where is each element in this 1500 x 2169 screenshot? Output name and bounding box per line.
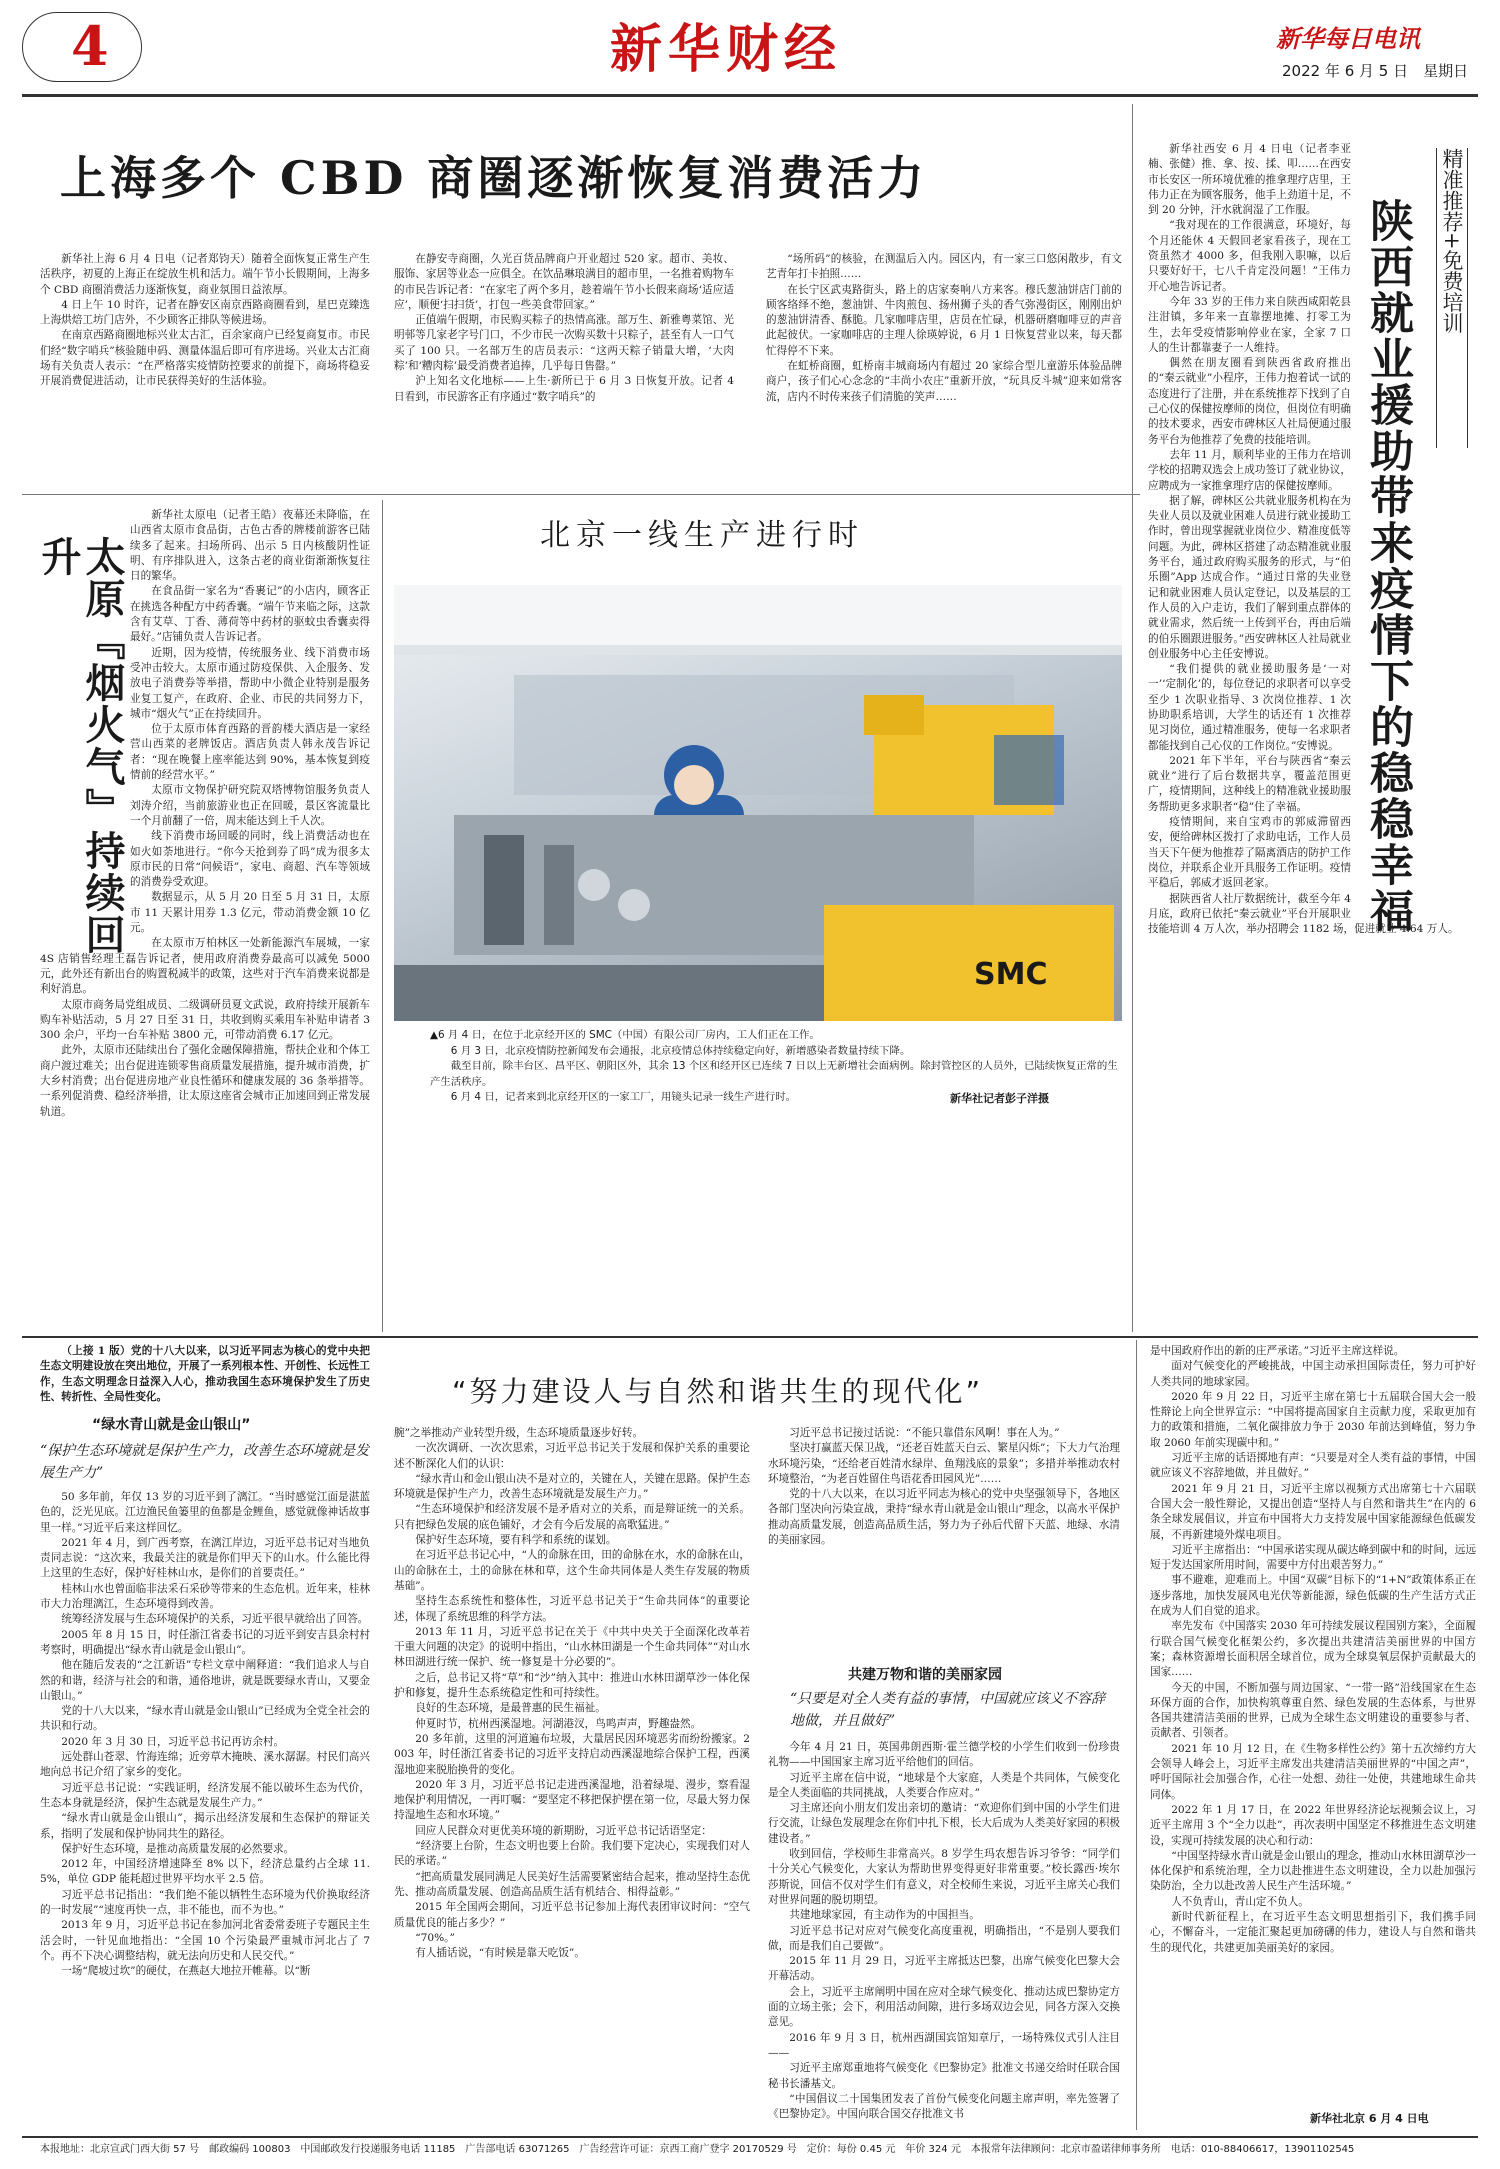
headline-shanghai: 上海多个 CBD 商圈逐渐恢复消费活力 <box>60 151 928 205</box>
article-ecology-col1: 50 多年前，年仅 13 岁的习近平到了漓江。“当时感觉江面是湛蓝色的，泛光见底。江边渔民鱼篓里的鱼都是金鲤鱼，感觉就像神话故事里一样。”习近平后来这样回忆。 2021 年 4 月，到广西考察，在漓江岸边，习近平总书记对当地负责同志说：“这次来，我最关注的就是你们甲天下的山水。什么能比得上这里的生态好，保护好桂林山水，是你们的首要责任。” 桂林山水也曾面临非法采石采砂等带来的生态危机。近年来，桂林市大力治理漓江，生态环境得到改善。 统筹经济发展与生态环境保护的关系，习近平很早就给出了回答。 2005 年 8 月 15 日，时任浙江省委书记的习近平到安吉县余村村考察时，明确提出“绿水青山就是金山银山”。 他在随后发表的“之江新语”专栏文章中阐释道：“我们追求人与自然的和谐，经济与社会的和谐，通俗地讲，就是既要绿水青山，又要金山银山。” 党的十八大以来，“绿水青山就是金山银山”已经成为全党全社会的共识和行动。 2020 年 3 月 30 日，习近平总书记再访余村。 远处群山苍翠、竹海连绵；近旁草木掩映、溪水潺潺。村民们高兴地向总书记介绍了家乡的变化。 习近平总书记说：“实践证明，经济发展不能以破坏生态为代价，生态本身就是经济，保护生态就是发展生产力。” “绿水青山就是金山银山”，揭示出经济发展和生态保护的辩证关系，指明了发展和保护协同共生的路径。 保护好生态环境，是推动高质量发展的必然要求。 2012 年，中国经济增速降至 8% 以下，经济总量约占全球 11.5%，单位 GDP 能耗超过世界平均水平 2.5 倍。 习近平总书记指出：“我们绝不能以牺牲生态环境为代价换取经济的一时发展”“速度再快一点，非不能也，而不为也。” 2013 年 9 月，习近平总书记在参加河北省委常委班子专题民主生活会时，一针见血地指出：“全国 10 个污染最严重城市河北占了 7 个。再不下决心调整结构，就无法向历史和人民交代。” 一场“爬坡过坎”的硬仗，在燕赵大地拉开帷幕。以“断 <box>40 1491 370 1978</box>
article-ecology-col2: 腕”之举推动产业转型升级，生态环境质量逐步好转。 一次次调研、一次次思索，习近平总书记关于发展和保护关系的重要论述不断深化人们的认识： “绿水青山和金山银山决不是对立的，关键在人，关键在思路。保护生态环境就是保护生产力，改善生态环境就是发展生产力。” “生态环境保护和经济发展不是矛盾对立的关系，而是辩证统一的关系。只有把绿色发展的底色铺好，才会有今后发展的高歌猛进。” 保护好生态环境，要有科学和系统的谋划。 在习近平总书记心中，“人的命脉在田，田的命脉在水，水的命脉在山，山的命脉在土，土的命脉在林和草，这个生命共同体是人类生存发展的物质基础”。 坚持生态系统性和整体性，习近平总书记关于“生命共同体”的重要论述，体现了系统思维的科学方法。 2013 年 11 月，习近平总书记在关于《中共中央关于全面深化改革若干重大问题的决定》的说明中指出，“山水林田湖是一个生命共同体”“对山水林田湖进行统一保护、统一修复是十分必要的”。 之后，总书记又将“草”和“沙”纳入其中：推进山水林田湖草沙一体化保护和修复，提升生态系统稳定性和可持续性。 良好的生态环境，是最普惠的民生福祉。 仲夏时节，杭州西溪湿地。河湖港汊，鸟鸣声声，野趣盎然。 20 多年前，这里的河道遍布垃圾，大量居民因环境恶劣而纷纷搬家。2003 年，时任浙江省委书记的习近平支持启动西溪湿地综合保护工程，西溪湿地迎来脱胎换骨的变化。 2020 年 3 月，习近平总书记走进西溪湿地，沿着绿堤、漫步，察看湿地保护利用情况，一再叮嘱：“要坚定不移把保护摆在第一位，尽最大努力保持湿地生态和水环境。” 回应人民群众对更优美环境的新期盼，习近平总书记话语坚定： “经济要上台阶，生态文明也要上台阶。我们要下定决心，实现我们对人民的承诺。” “把高质量发展同满足人民美好生活需要紧密结合起来，推动坚持生态优先、推动高质量发展、创造高品质生活有机结合、相得益彰。” 2015 年全国两会期间，习近平总书记参加上海代表团审议时问：“空气质量优良的能占多少？” “70%。” 有人插话说，“有时候是靠天吃饭”。 <box>394 1427 750 1960</box>
headline-taiyuan: 太原『烟火气』持续回升 <box>35 536 126 956</box>
article-ecology-intro: （上接 1 版）党的十八大以来，以习近平同志为核心的党中央把生态文明建设放在突出地位，开展了一系列根本性、开创性、长远性工作，生态文明理念日益深入人心，推动我国生态环境保护发生了历史性、转折性、全局性变化。 <box>40 1345 370 1403</box>
headline-ecology: “努力建设人与自然和谐共生的现代化” <box>452 1375 984 1408</box>
subhead-green-mountains: “绿水青山就是金山银山” <box>92 1417 251 1433</box>
photo-credit: 新华社记者彭子洋摄 <box>950 1092 1049 1105</box>
divider-main <box>22 1336 1478 1338</box>
divider-col-right <box>1132 104 1133 1332</box>
subhead-beautiful-home: 共建万物和谐的美丽家园 <box>848 1667 1002 1683</box>
article-ecology-col3a: 习近平总书记接过话说：“不能只靠借东风啊！事在人为。” 坚决打赢蓝天保卫战，“还老百姓蓝天白云、繁星闪烁”；下大力气治理水环境污染，“还给老百姓清水绿岸、鱼翔浅底的景象”；多措并举推动农村环境整治，“为老百姓留住鸟语花香田园风光”…… 党的十八大以来，在以习近平同志为核心的党中央坚强领导下，各地区各部门坚决向污染宣战，秉持“绿水青山就是金山银山”理念，以高水平保护推动高质量发展，创造高品质生活，努力为子孙后代留下天蓝、地绿、水清的美丽家园。 <box>768 1427 1120 1547</box>
article-taiyuan: 新华社太原电（记者王皓）夜幕还未降临，在山西省太原市食品街，古色古香的牌楼前游客已陆续多了起来。扫场所码、出示 5 日内核酸阴性证明、有序排队进入，这条古老的商业街渐渐恢复往日的繁华。 在食品街一家名为“香裹记”的小店内，顾客正在挑选各种配方中药香囊。“端午节来临之际，这款含有艾草、丁香、薄荷等中药材的驱蚊虫香囊卖得最好。”店铺负责人告诉记者。 近期，因为疫情，传统服务业、线下消费市场受冲击较大。太原市通过防疫保供、入企服务、发放电子消费券等举措，帮助中小微企业特别是服务业复工复产，在政府、企业、市民的共同努力下，城市“烟火气”正在持续回升。 位于太原市体育西路的晋韵楼大酒店是一家经营山西菜的老牌饭店。酒店负责人韩永茂告诉记者：“现在晚餐上座率能达到 90%，基本恢复到疫情前的经营水平。” 太原市文物保护研究院双塔博物馆服务负责人刘涛介绍，当前旅游业也正在回暖，景区客流量比一个月前翻了一倍，周末能达到上千人次。 线下消费市场回暖的同时，线上消费活动也在如火如荼地进行。“你今天抢到券了吗”成为很多太原市民的日常“问候语”，家电、商超、汽车等领域的消费券受欢迎。 数据显示，从 5 月 20 日至 5 月 31 日，太原市 11 天累计用券 1.3 亿元，带动消费金额 10 亿元。 在太原市万柏林区一处新能源汽车展城，一家 4S 店销售经理王磊告诉记者，使用政府消费券最高可以减免 5000 元，此外还有新出台的购置税减半的政策，这些对于汽车消费来说都是利好消息。 太原市商务局党组成员、二级调研员夏文武说，政府持续开展新车购车补贴活动，5 月 27 日至 31 日，共收到购买乘用车补贴申请者 3300 余户，平均一台车补贴 3800 元，可带动消费 6.17 亿元。 此外，太原市还陆续出台了强化金融保障措施，帮扶企业和个体工商户渡过难关；出台促进连锁零售商质量发展措施，提升城市消费，扩大乡村消费；出台促进房地产业良性循环和健康发展的 36 条举措等。一系列促消费、稳经济举措，让太原这座省会城市正加速回到正常发展轨道。 <box>40 509 370 1118</box>
factory-illustration <box>394 585 1122 1021</box>
footer-rule <box>22 2136 1478 2138</box>
article-shanghai-col1: 新华社上海 6 月 4 日电（记者郑钧天）随着全面恢复正常生产生活秩序，初夏的上海正在绽放生机和活力。端午节小长假期间，上海多个 CBD 商圈消费活力逐渐恢复，商业氛围日益浓厚。 4 日上午 10 时许，记者在静安区南京西路商圈看到，星巴克臻选上海烘焙工坊门店外，不少顾客正排队等候进场。 在南京西路商圈地标兴业太古汇，百余家商户已经复商复市。市民们经“数字哨兵”核验随申码、测量体温后即可有序进场。兴业太古汇商场有关负责人表示：“在严格落实疫情防控要求的前提下，商场将稳妥开展消费促进活动，让市民获得美好的生活体验。 <box>40 253 370 388</box>
headline-shaanxi-kicker: 精准推荐+免费培训 <box>1436 148 1468 448</box>
headline-shaanxi: 陕西就业援助带来疫情下的稳稳幸福 <box>1362 198 1413 934</box>
footer-info: 本报地址：北京宣武门西大街 57 号 邮政编码 100803 中国邮政发行投递服务电话 11185 广告部电话 63071265 广告经营许可证：京西工商广登字 20170529 号 定价：每份 0.45 元 年价 324 元 本报常年法律顾问：北京市盈诺律师事务所 电话：010-88406617，13901102545 <box>40 2144 1355 2155</box>
section-title: 新华财经 <box>610 19 843 80</box>
ecology-byline: 新华社北京 6 月 4 日电 <box>1310 2112 1429 2125</box>
quote-productivity: “保护生态环境就是保护生产力，改善生态环境就是发展生产力” <box>40 1443 370 1481</box>
divider-col-left <box>382 500 383 1332</box>
article-shanghai-col3: “场所码”的核验，在测温后入内。园区内，有一家三口悠闲散步，有文艺青年打卡拍照…… 在长宁区武夷路街头，路上的店家奏响八方来客。穆氏葱油饼店门前的顾客络绎不绝，葱油饼、牛肉煎包、扬州狮子头的香气弥漫街区，刚刚出炉的葱油饼清香、酥脆。几家咖啡店里，店员在忙碌，机器研磨咖啡豆的声音此起彼伏。一家咖啡店的主理人徐瑛婷说，6 月 1 日恢复营业以来，每天都忙得停不下来。 在虹桥商圈，虹桥南丰城商场内有超过 20 家综合型儿童游乐体验品牌商户，孩子们心心念念的“丰尚小农庄”重新开放，“玩具反斗城”迎来如常客流，店内不时传来孩子们清脆的笑声…… <box>766 253 1122 403</box>
photo-caption: ▲6 月 4 日，在位于北京经开区的 SMC（中国）有限公司厂房内，工人们正在工作。 6 月 3 日，北京疫情防控新闻发布会通报，北京疫情总体持续稳定向好，新增感染者数量持续下降。 截至目前，除丰台区、昌平区、朝阳区外，其余 13 个区和经开区已连续 7 日以上无新增社会面病例。除封管控区的人员外，已陆续恢复正常的生产生活秩序。 6 月 4 日，记者来到北京经开区的一家工厂，用镜头记录一线生产进行时。 <box>430 1029 1118 1103</box>
quote-china-duty: “只要是对全人类有益的事情，中国就应该义不容辞地做，并且做好” <box>790 1691 1106 1729</box>
article-shaanxi: 新华社西安 6 月 4 日电（记者李亚楠、张健）推、拿、按、揉、叩……在西安市长安区一所环境优雅的推拿理疗店里，王伟力正在为顾客服务，他手上劲道十足，不到 20 分钟，汗水就润湿了工作服。 “我对现在的工作很满意，环境好，每个月还能休 4 天假回老家看孩子，现在工资虽然才 4000 多，但我刚入职嘛，以后只要好好干，七八千肯定没问题！”王伟力开心地告诉记者。 今年 33 岁的王伟力来自陕西咸阳乾县注泔镇，多年来一直靠摆地摊、打零工为生，去年受疫情影响停业在家，全家 7 口人的生计都靠妻子一人维持。 偶然在朋友圈看到陕西省政府推出的“秦云就业”小程序，王伟力抱着试一试的态度进行了注册，并在系统推荐下找到了自己心仪的保健按摩师的岗位，但岗位有明确的技术要求，西安市碑林区人社局便通过服务平台为他推荐了免费的技能培训。 去年 11 月，顺利毕业的王伟力在培训学校的招聘双选会上成功签订了就业协议，应聘成为一家推拿理疗店的保健按摩师。 据了解，碑林区公共就业服务机构在为失业人员以及就业困难人员进行就业援助工作时，曾出现掌握就业岗位少、精准度低等问题。为此，碑林区搭建了动态精准就业服务平台，通过政府购买服务的形式，与“伯乐圈”App 达成合作。“通过日常的失业登记和就业困难人员认定登记，以及基层的工作人员的入户走访，我们了解到重点群体的就业需求，然后统一上传到平台，再由后端的伯乐圈跟进服务。”西安碑林区人社局就业创业服务中心主任安博说。 “我们提供的就业援助服务是‘一对一’‘定制化’的，每位登记的求职者可以享受至少 1 次职业指导、3 次岗位推荐、1 次协助职系培训，大学生的话还有 1 次推荐见习岗位，通过精准服务，使每一名求职者都能找到自己心仪的工作岗位。”安博说。 2021 年下半年，平台与陕西省“秦云就业”进行了后台数据共享，覆盖范围更广，疫情期间，这种线上的精准就业援助服务帮助更多求职者“稳”住了幸福。 疫情期间，来自宝鸡市的郭威滞留西安，便给碑林区拨打了求助电话，工作人员当天下午便为他推荐了隔离酒店的防护工作岗位，并联系企业开具服务工作证明。疫情平稳后，郭威才返回老家。 据陕西省人社厅数据统计，截至今年 4 月底，政府已依托“秦云就业”平台开展职业技能培训 4 万人次，举办招聘会 1182 场，促进就业 4.64 万人。 <box>1148 143 1459 936</box>
page-number: 4 <box>71 14 109 78</box>
page-number-box <box>22 12 142 82</box>
smc-box-label: SMC <box>974 957 1048 992</box>
divider-ecology-right <box>1136 1340 1137 2130</box>
article-shanghai-col2: 在静安寺商圈，久光百货品牌商户开业超过 520 家。超市、美妆、服饰、家居等业态一应俱全。在饮品琳琅满目的超市里，一名推着购物车的市民告诉记者：“在家宅了两个多月，趁着端午节小长假来商场‘适应适应’，顺便‘扫扫货’，打包一些美食带回家。” 正值端午假期，市民购买粽子的热情高涨。部万生、新雅粤菜馆、光明邨等几家老字号门口，不少市民一次购买数十只粽子，甚至有人一口气买了 100 只。一名部万生的店员表示：“这两天粽子销量大增，‘大肉粽’和‘糟肉粽’最受消费者追捧，几乎每日售罄。” 沪上知名文化地标——上生·新所已于 6 月 3 日恢复开放。记者 4 日看到，市民游客正有序通过“数字哨兵”的 <box>394 253 734 403</box>
article-ecology-col3b: 今年 4 月 21 日，英国弗朗西斯·霍兰德学校的小学生们收到一份珍贵礼物——中国国家主席习近平给他们的回信。 习近平主席在信中说，“地球是个大家庭，人类是个共同体，气候变化是全人类面临的共同挑战，人类要合作应对。” 习主席还向小朋友们发出亲切的邀请：“欢迎你们到中国的小学生们进行交流，让绿色发展理念在你们中扎下根，长大后成为人类美好家园的积极建设者。” 收到回信，学校师生非常高兴。8 岁学生玛农想告诉习爷爷：“同学们十分关心气候变化，大家认为帮助世界变得更好非常重要。”校长露西·埃尔莎斯说，回信不仅对学生们有意义，对全校师生来说，习近平主席关心我们对世界问题的脱切期望。 共建地球家园，有主动作为的中国担当。 习近平总书记对应对气候变化高度重视，明确指出，“不是别人要我们做，而是我们自己要做”。 2015 年 11 月 29 日，习近平主席抵达巴黎，出席气候变化巴黎大会开幕活动。 会上，习近平主席阐明中国在应对全球气候变化、推动达成巴黎协定方面的立场主张；会下，利用活动间隙，进行多场双边会见，同各方深入交换意见。 2016 年 9 月 3 日，杭州西湖国宾馆知章厅，一场特殊仪式引人注目—— 习近平主席郑重地将气候变化《巴黎协定》批准文书递交给时任联合国秘书长潘基文。 “中国倡议二十国集团发表了首份气候变化问题主席声明，率先签署了《巴黎协定》。中国向联合国交存批准文书 <box>768 1741 1120 2121</box>
brand-logo: 新华每日电讯 <box>1276 24 1420 53</box>
photo-title: 北京一线生产进行时 <box>540 518 864 553</box>
factory-photo <box>394 585 1122 1021</box>
divider-shanghai <box>22 494 1140 495</box>
issue-date: 2022 年 6 月 5 日 星期日 <box>1282 62 1469 80</box>
article-ecology-col4: 是中国政府作出的新的庄严承诺。”习近平主席这样说。 面对气候变化的严峻挑战，中国主动承担国际责任，努力可护好人类共同的地球家园。 2020 年 9 月 22 日，习近平主席在第七十五届联合国大会一般性辩论上向全世界宣示：“中国将提高国家自主贡献力度，采取更加有力的政策和措施，二氧化碳排放力争于 2030 年前达到峰值，努力争取 2060 年前实现碳中和。” 习近平主席的话语掷地有声：“只要是对全人类有益的事情，中国就应该义不容辞地做，并且做好。” 2021 年 9 月 21 日，习近平主席以视频方式出席第七十六届联合国大会一般性辩论，又提出创造“坚持人与自然和谐共生”在内的 6 条全球发展倡议，并宣布中国将大力支持发展中国家能源绿色低碳发展，不再新建境外煤电项目。 习近平主席指出：“中国承诺实现从碳达峰到碳中和的时间，远远短于发达国家所用时间，需要中方付出艰苦努力。” 事不避难，迎难而上。中国“双碳”目标下的“1+N”政策体系正在逐步落地，加快发展风电光伏等新能源，绿色低碳的生产生活方式正在成为人们自觉的追求。 率先发布《中国落实 2030 年可持续发展议程国别方案》，全面履行联合国气候变化框架公约，多次提出共建清洁美丽世界的中国方案；森林资源增长面积居全球首位，成为全球臭氧层保护贡献最大的国家…… 今天的中国，不断加强与周边国家、“一带一路”沿线国家在生态环保方面的合作，加快构筑尊重自然、绿色发展的生态体系，与世界各国共建清洁美丽的世界，已成为全球生态文明建设的重要参与者、贡献者、引领者。 2021 年 10 月 12 日，在《生物多样性公约》第十五次缔约方大会领导人峰会上，习近平主席发出共建清洁美丽世界的“中国之声”，呼吁国际社会加强合作，心往一处想、劲往一处使，共建地球生命共同体。 2022 年 1 月 17 日，在 2022 年世界经济论坛视频会议上，习近平主席用 3 个“全力以赴”，再次表明中国坚定不移推进生态文明建设，实现可持续发展的决心和行动： “中国坚持绿水青山就是金山银山的理念，推动山水林田湖草沙一体化保护和系统治理，全力以赴推进生态文明建设，全力以赴加强污染防治，全力以赴改善人民生产生活环境。” 人不负青山，青山定不负人。 新时代新征程上，在习近平生态文明思想指引下，我们携手同心，不懈奋斗，一定能汇聚起更加磅礴的伟力，建设人与自然和谐共生的现代化，共建更加美丽美好的家园。 <box>1150 1345 1476 1954</box>
masthead-rule <box>22 94 1478 97</box>
